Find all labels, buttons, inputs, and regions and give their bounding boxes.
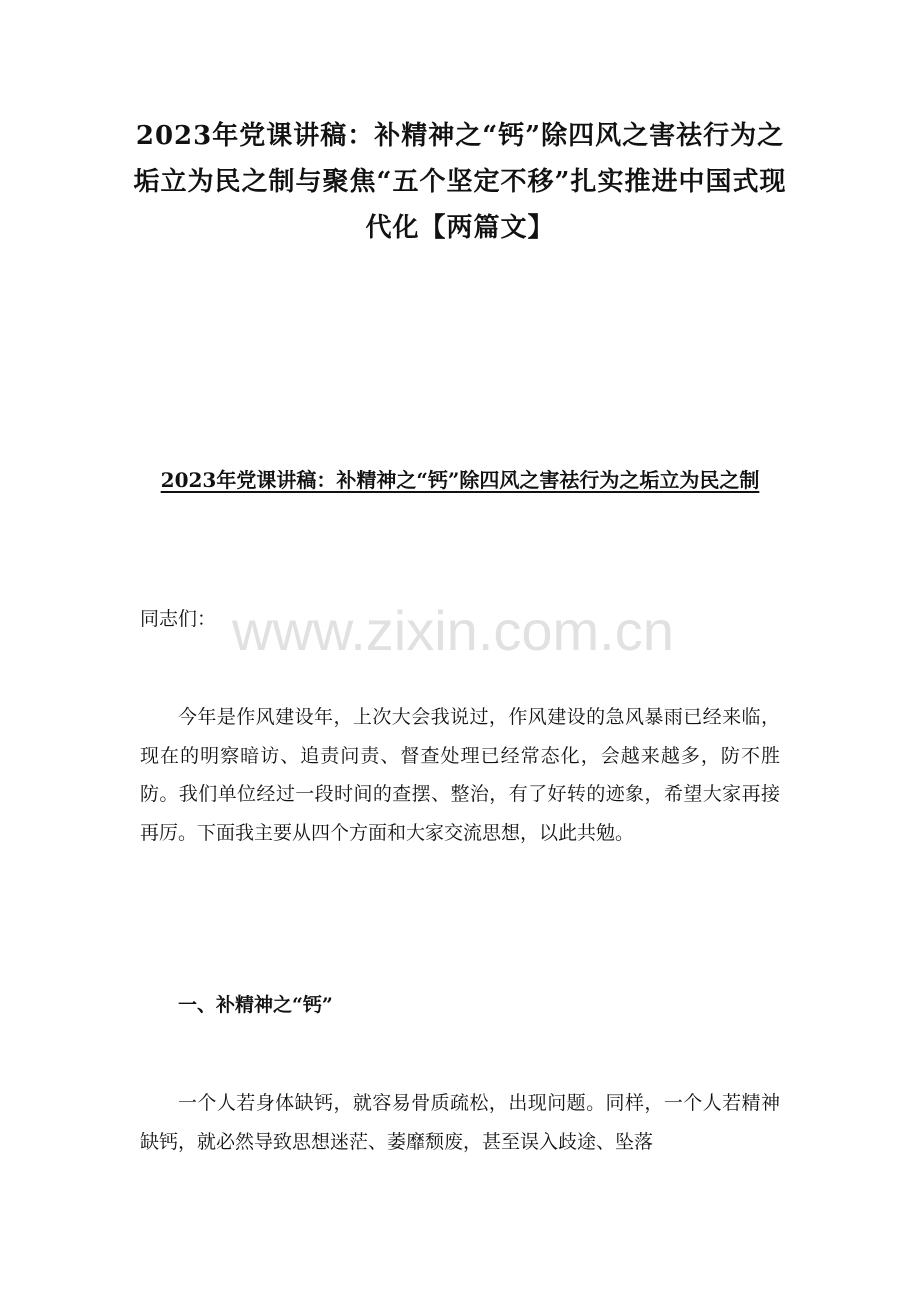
- paragraph-intro: 今年是作风建设年，上次大会我说过，作风建设的急风暴雨已经来临，现在的明察暗访、追责问责、督查处理已经常态化，会越来越多，防不胜防。我们单位经过一段时间的查摆、整治，有了好转的迹象，希望大家再接再厉。下面我主要从四个方面和大家交流思想，以此共勉。: [140, 706, 780, 844]
- document-main-title: 2023年党课讲稿：补精神之“钙”除四风之害祛行为之垢立为民之制与聚焦“五个坚定不移”扎实推进中国式现代化【两篇文】: [133, 121, 787, 243]
- greeting: 同志们：: [140, 608, 217, 630]
- article-title: [138, 456, 782, 504]
- article-title-text: 2023年党课讲稿：补精神之“钙”除四风之害祛行为之垢立为民之制: [160, 468, 760, 492]
- watermark: www.zixin.com.cn: [232, 599, 674, 662]
- paragraph-section-1: 一个人若身体缺钙，就容易骨质疏松，出现问题。同样，一个人若精神缺钙，就必然导致思想迷茫、萎靡颓废，甚至误入歧途、坠落: [140, 1092, 780, 1153]
- section-heading-1: 一、补精神之“钙”: [178, 994, 333, 1016]
